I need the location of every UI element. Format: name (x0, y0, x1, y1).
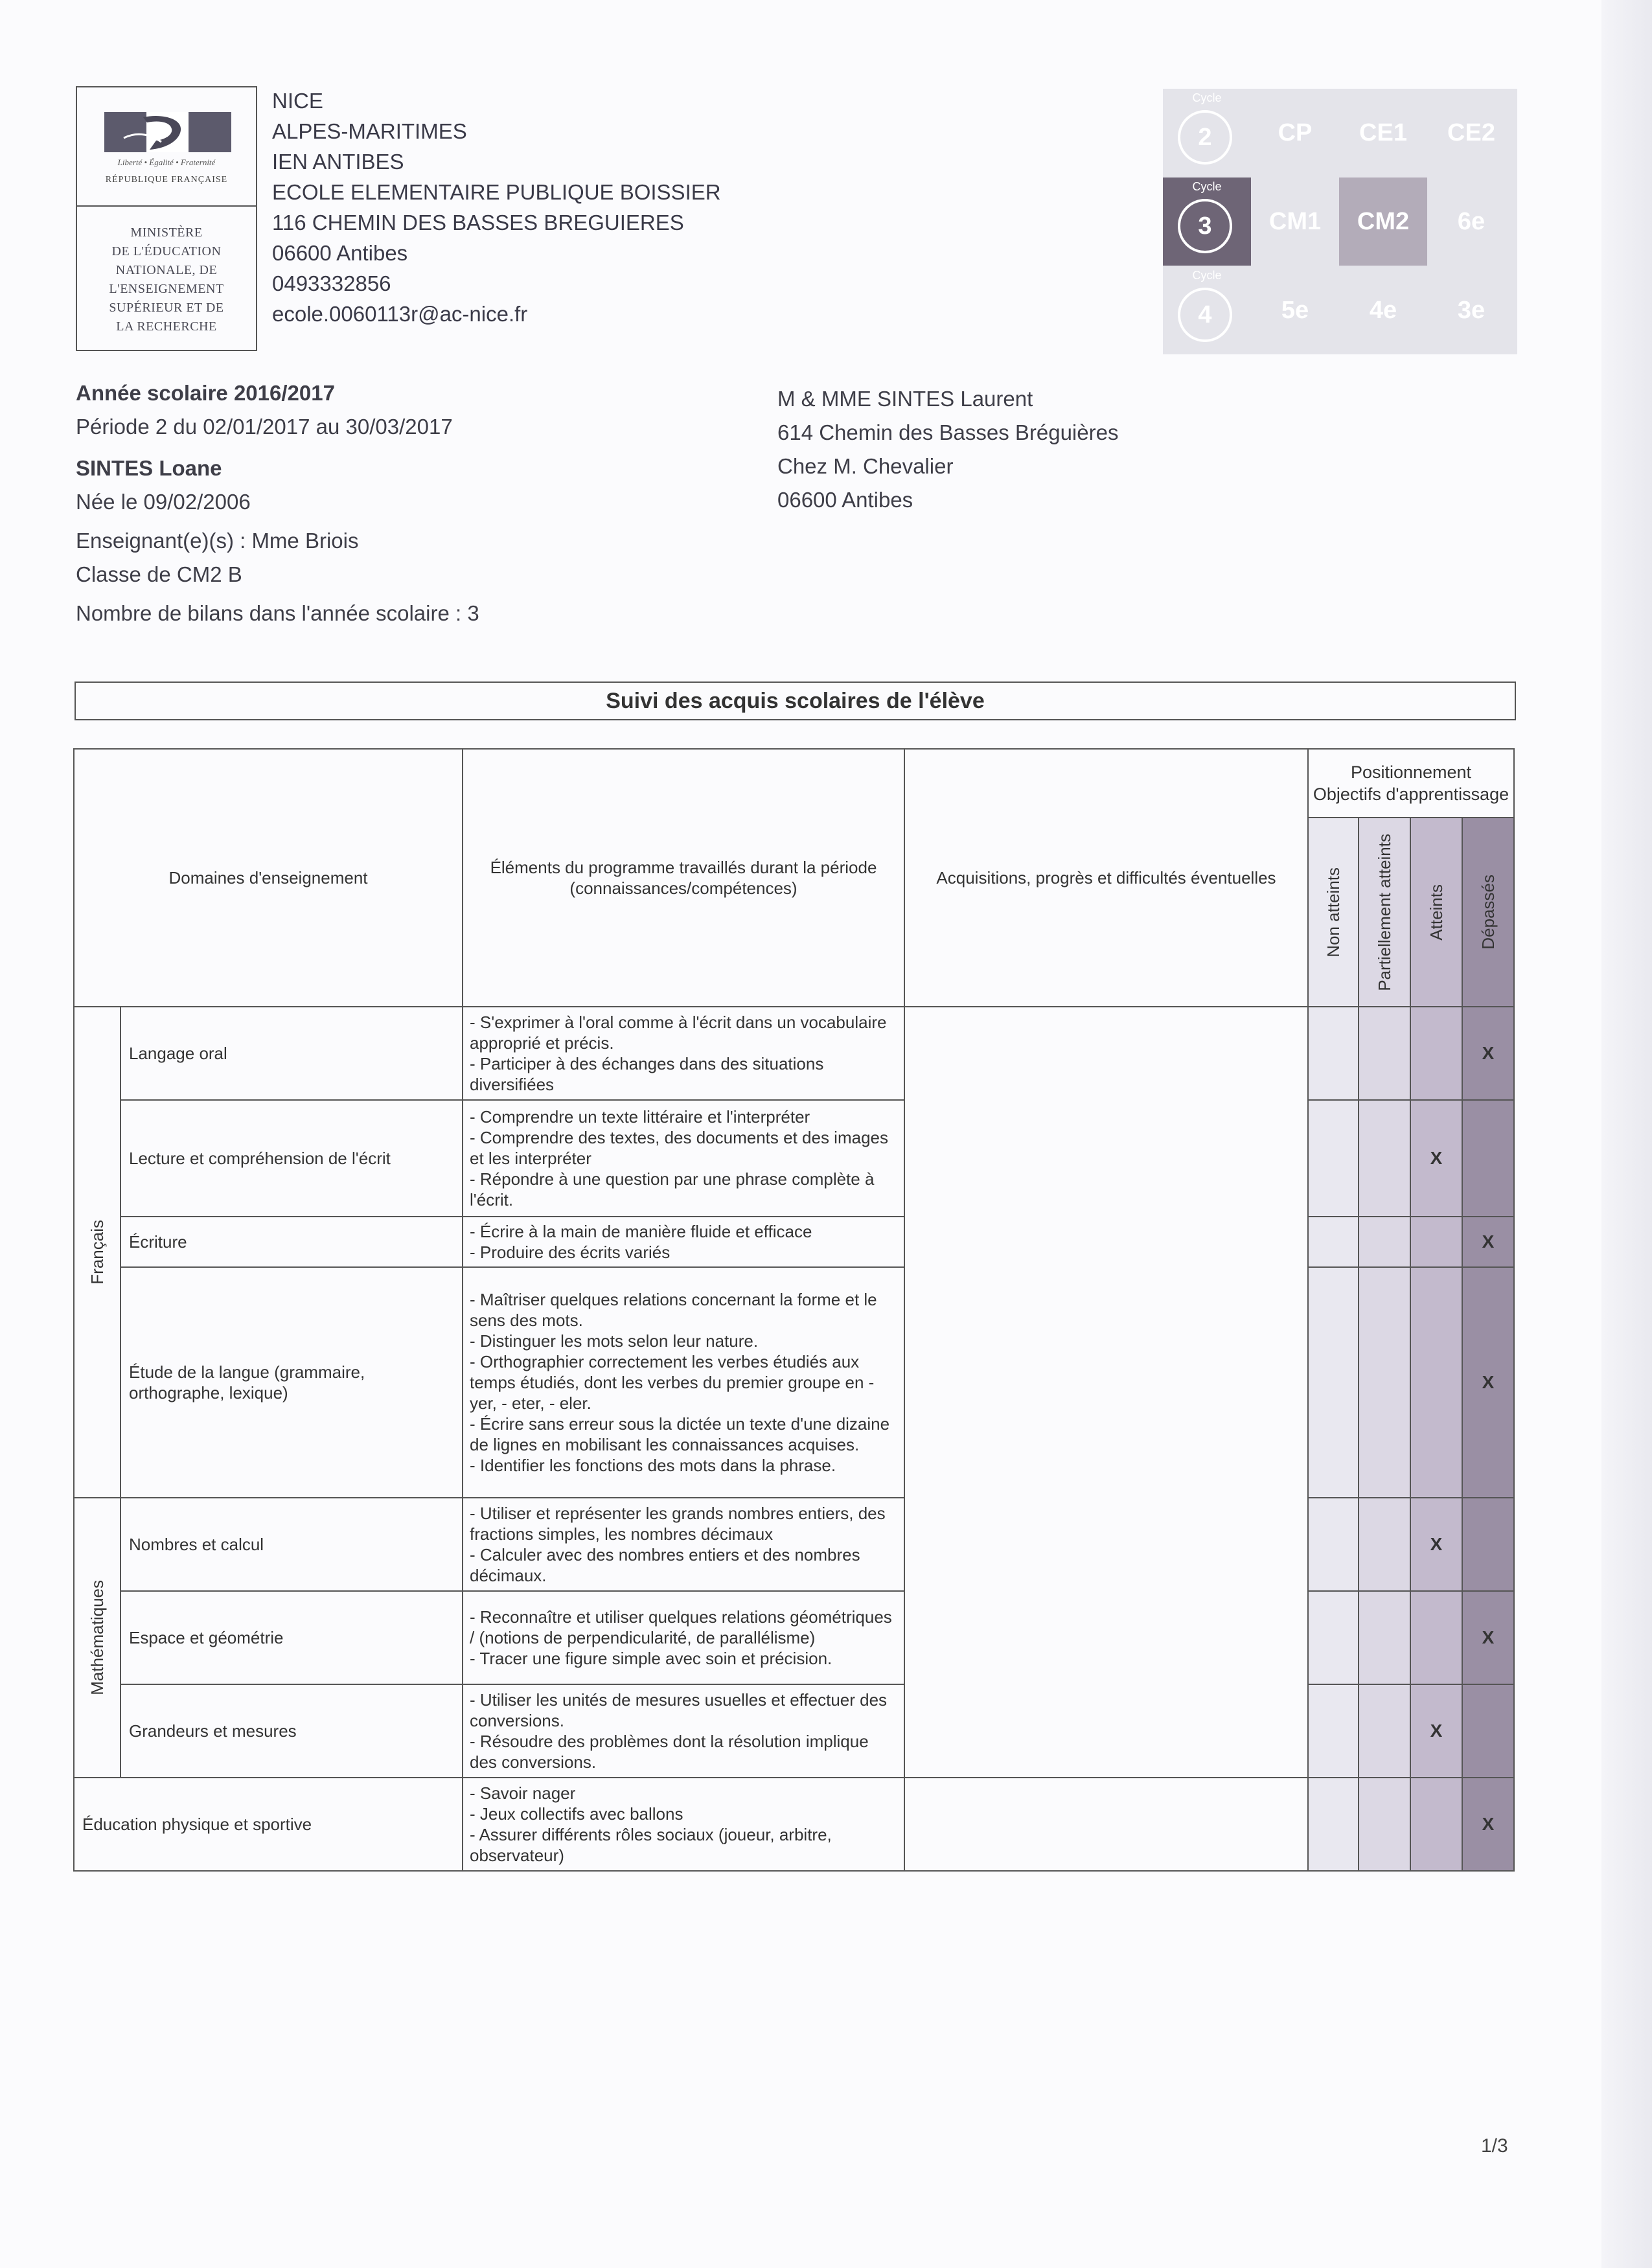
parents-city: 06600 Antibes (777, 488, 913, 512)
cycle-number: 3 (1178, 199, 1232, 253)
level-label: CP (1278, 119, 1313, 146)
ministry-line: DE L'ÉDUCATION (111, 244, 222, 258)
elements-cell (463, 1778, 904, 1871)
mark-cell (1308, 1498, 1359, 1591)
element-item: - Comprendre un texte littéraire et l'interpréter (470, 1107, 810, 1127)
level-label: 5e (1281, 297, 1309, 324)
domain-nombres-calcul: Nombres et calcul (120, 1498, 463, 1591)
birth-date: Née le 09/02/2006 (76, 490, 251, 514)
cycle-grid (1163, 89, 1517, 354)
school-department: ALPES-MARITIMES (272, 119, 467, 143)
school-name: ECOLE ELEMENTAIRE PUBLIQUE BOISSIER (272, 180, 721, 204)
mark-x: X (1462, 1007, 1514, 1100)
mark-x: X (1410, 1684, 1462, 1778)
element-item: - Participer à des échanges dans des situations diversifiées (470, 1054, 824, 1094)
mark-cell (1462, 1684, 1514, 1778)
header-atteints (1410, 818, 1462, 1007)
parents-name: M & MME SINTES Laurent (777, 387, 1033, 411)
domain-espace-geometrie: Espace et géométrie (120, 1591, 463, 1684)
mark-cell (1359, 1684, 1410, 1778)
bilans-count: Nombre de bilans dans l'année scolaire : 3 (76, 601, 479, 625)
mark-cell (1410, 1217, 1462, 1267)
mark-cell (1359, 1778, 1410, 1871)
school-year: Année scolaire 2016/2017 (76, 381, 335, 405)
element-item: - Résoudre des problèmes dont la résolution implique des conversions. (470, 1732, 869, 1772)
mark-cell (1359, 1498, 1410, 1591)
element-item: - Jeux collectifs avec ballons (470, 1804, 683, 1824)
level-header-label: Partiellement atteints (1375, 833, 1394, 991)
group-mathematiques (74, 1498, 120, 1778)
level-label: 6e (1457, 208, 1486, 235)
element-item: - Maîtriser quelques relations concernant la forme et le sens des mots. (470, 1290, 877, 1330)
element-item: - Comprendre des textes, des documents et des images et les interpréter (470, 1128, 888, 1168)
cycle-label: Cycle (1192, 91, 1222, 104)
table-row (74, 1007, 1514, 1100)
school-street: 116 CHEMIN DES BASSES BREGUIERES (272, 211, 684, 235)
mark-cell (1410, 1591, 1462, 1684)
ministry-line: SUPÉRIEUR ET DE (109, 301, 224, 315)
element-item: - Tracer une figure simple avec soin et précision. (470, 1649, 832, 1668)
element-item: - Calculer avec des nombres entiers et des nombres décimaux. (470, 1545, 860, 1585)
ministry-line: L'ENSEIGNEMENT (109, 282, 224, 296)
republique-francaise: RÉPUBLIQUE FRANÇAISE (105, 175, 228, 185)
parents-address (777, 382, 1118, 517)
domain-eps: Éducation physique et sportive (74, 1778, 463, 1871)
header-depasses (1462, 818, 1514, 1007)
domain-ecriture: Écriture (120, 1217, 463, 1267)
level-4e (1339, 266, 1427, 354)
level-label: 4e (1369, 297, 1397, 324)
mark-x: X (1462, 1267, 1514, 1498)
cycle-3-cell (1163, 178, 1251, 266)
level-label: CM2 (1357, 208, 1410, 235)
class: Classe de CM2 B (76, 562, 242, 586)
marianne-logo-block (77, 87, 256, 207)
header-domaines: Domaines d'enseignement (74, 749, 463, 1007)
mark-x: X (1462, 1591, 1514, 1684)
cycle-label: Cycle (1192, 269, 1222, 282)
element-item: - Utiliser les unités de mesures usuelles et effectuer des conversions. (470, 1690, 888, 1730)
elements-cell (463, 1498, 904, 1591)
positionnement-label: Positionnement (1350, 762, 1472, 782)
student-name: SINTES Loane (76, 456, 222, 480)
mark-cell (1308, 1100, 1359, 1217)
teacher: Enseignant(e)(s) : Mme Briois (76, 529, 359, 553)
mark-cell (1410, 1007, 1462, 1100)
group-francais (74, 1007, 120, 1498)
ministry-line: MINISTÈRE (130, 225, 203, 240)
mark-x: X (1410, 1498, 1462, 1591)
mark-x: X (1462, 1778, 1514, 1871)
element-item: - Savoir nager (470, 1783, 576, 1803)
level-6e (1427, 178, 1515, 266)
period: Période 2 du 02/01/2017 au 30/03/2017 (76, 415, 453, 439)
domain-lecture: Lecture et compréhension de l'écrit (120, 1100, 463, 1217)
domain-etude-langue: Étude de la langue (grammaire, orthographe, lexique) (120, 1267, 463, 1498)
school-email: ecole.0060113r@ac-nice.fr (272, 302, 528, 326)
header-elements: Éléments du programme travaillés durant la période (connaissances/compétences) (463, 749, 904, 1007)
scan-edge (1601, 0, 1652, 2268)
mark-x: X (1410, 1100, 1462, 1217)
mark-cell (1359, 1217, 1410, 1267)
mark-cell (1308, 1267, 1359, 1498)
level-header-label: Non atteints (1324, 867, 1343, 957)
table-row (74, 1778, 1514, 1871)
level-label: 3e (1457, 297, 1486, 324)
cycle-number: 4 (1178, 288, 1232, 342)
cycle-row-4 (1163, 266, 1517, 354)
elements-cell (463, 1591, 904, 1684)
ministry-name (77, 207, 256, 336)
ministry-line: LA RECHERCHE (116, 319, 217, 334)
mark-cell (1359, 1267, 1410, 1498)
element-item: - Assurer différents rôles sociaux (joueur, arbitre, observateur) (470, 1825, 832, 1865)
level-label: CM1 (1268, 208, 1322, 235)
elements-cell (463, 1007, 904, 1100)
school-phone: 0493332856 (272, 271, 391, 295)
mark-x: X (1462, 1217, 1514, 1267)
acquisitions-cell (904, 1778, 1308, 1871)
cycle-label: Cycle (1192, 180, 1222, 193)
element-item: - Répondre à une question par une phrase complète à l'écrit. (470, 1169, 875, 1209)
objectifs-label: Objectifs d'apprentissage (1313, 785, 1509, 804)
mark-cell (1308, 1217, 1359, 1267)
cycle-row-3 (1163, 178, 1517, 266)
school-address (272, 86, 721, 329)
element-item: - Identifier les fonctions des mots dans la phrase. (470, 1456, 836, 1475)
elements-cell (463, 1684, 904, 1778)
element-item: - Produire des écrits variés (470, 1243, 671, 1262)
marianne-icon (104, 112, 231, 152)
domain-grandeurs-mesures: Grandeurs et mesures (120, 1684, 463, 1778)
cycle-2-cell (1163, 89, 1251, 177)
mark-cell (1359, 1007, 1410, 1100)
level-3e (1427, 266, 1515, 354)
mark-cell (1359, 1100, 1410, 1217)
elements-cell (463, 1217, 904, 1267)
mark-cell (1308, 1007, 1359, 1100)
mark-cell (1410, 1778, 1462, 1871)
parents-care-of: Chez M. Chevalier (777, 454, 954, 478)
group-label: Mathématiques (87, 1580, 107, 1695)
level-label: CE1 (1359, 119, 1407, 146)
level-ce1 (1339, 89, 1427, 177)
elements-cell (463, 1267, 904, 1498)
mark-cell (1462, 1498, 1514, 1591)
cycle-row-2 (1163, 89, 1517, 177)
elements-cell (463, 1100, 904, 1217)
school-city: NICE (272, 89, 323, 113)
mark-cell (1308, 1591, 1359, 1684)
cycle-4-cell (1163, 266, 1251, 354)
school-postcode: 06600 Antibes (272, 241, 408, 265)
page-number: 1/3 (1481, 2135, 1508, 2157)
group-label: Français (87, 1220, 107, 1285)
level-cm1 (1251, 178, 1339, 266)
mark-cell (1462, 1100, 1514, 1217)
element-item: - Orthographier correctement les verbes étudiés aux temps étudiés, dont les verbes du premier groupe en -yer, - eter, - eler. (470, 1352, 875, 1413)
mark-cell (1410, 1267, 1462, 1498)
cycle-number: 2 (1178, 110, 1232, 165)
header-positionnement (1308, 749, 1514, 818)
element-item: - S'exprimer à l'oral comme à l'écrit dans un vocabulaire approprié et précis. (470, 1013, 887, 1053)
mark-cell (1359, 1591, 1410, 1684)
header-partiellement-atteints (1359, 818, 1410, 1007)
level-cm2-current (1339, 178, 1427, 266)
mark-cell (1308, 1778, 1359, 1871)
level-label: CE2 (1447, 119, 1495, 146)
element-item: - Distinguer les mots selon leur nature. (470, 1331, 759, 1351)
school-ien: IEN ANTIBES (272, 150, 404, 174)
element-item: - Utiliser et représenter les grands nombres entiers, des fractions simples, les nombres décimaux (470, 1504, 886, 1544)
header-non-atteints (1308, 818, 1359, 1007)
level-header-label: Dépassés (1478, 875, 1498, 950)
level-header-label: Atteints (1427, 884, 1446, 941)
section-title: Suivi des acquis scolaires de l'élève (75, 682, 1516, 720)
header-acquisitions: Acquisitions, progrès et difficultés éventuelles (904, 749, 1308, 1007)
mark-cell (1308, 1684, 1359, 1778)
acquisitions-cell (904, 1007, 1308, 1778)
element-item: - Reconnaître et utiliser quelques relations géométriques / (notions de perpendicularité, de parallélisme) (470, 1607, 892, 1647)
level-5e (1251, 266, 1339, 354)
republic-motto: Liberté • Égalité • Fraternité (117, 157, 216, 167)
domain-langage-oral: Langage oral (120, 1007, 463, 1100)
level-ce2 (1427, 89, 1515, 177)
ministry-logo (76, 86, 257, 351)
parents-street: 614 Chemin des Basses Bréguières (777, 420, 1119, 444)
ministry-line: NATIONALE, DE (115, 263, 218, 277)
element-item: - Écrire à la main de manière fluide et efficace (470, 1222, 812, 1241)
acquis-table (73, 748, 1515, 1872)
element-item: - Écrire sans erreur sous la dictée un texte d'une dizaine de lignes en mobilisant les connaissances acquises. (470, 1414, 890, 1454)
level-cp (1251, 89, 1339, 177)
